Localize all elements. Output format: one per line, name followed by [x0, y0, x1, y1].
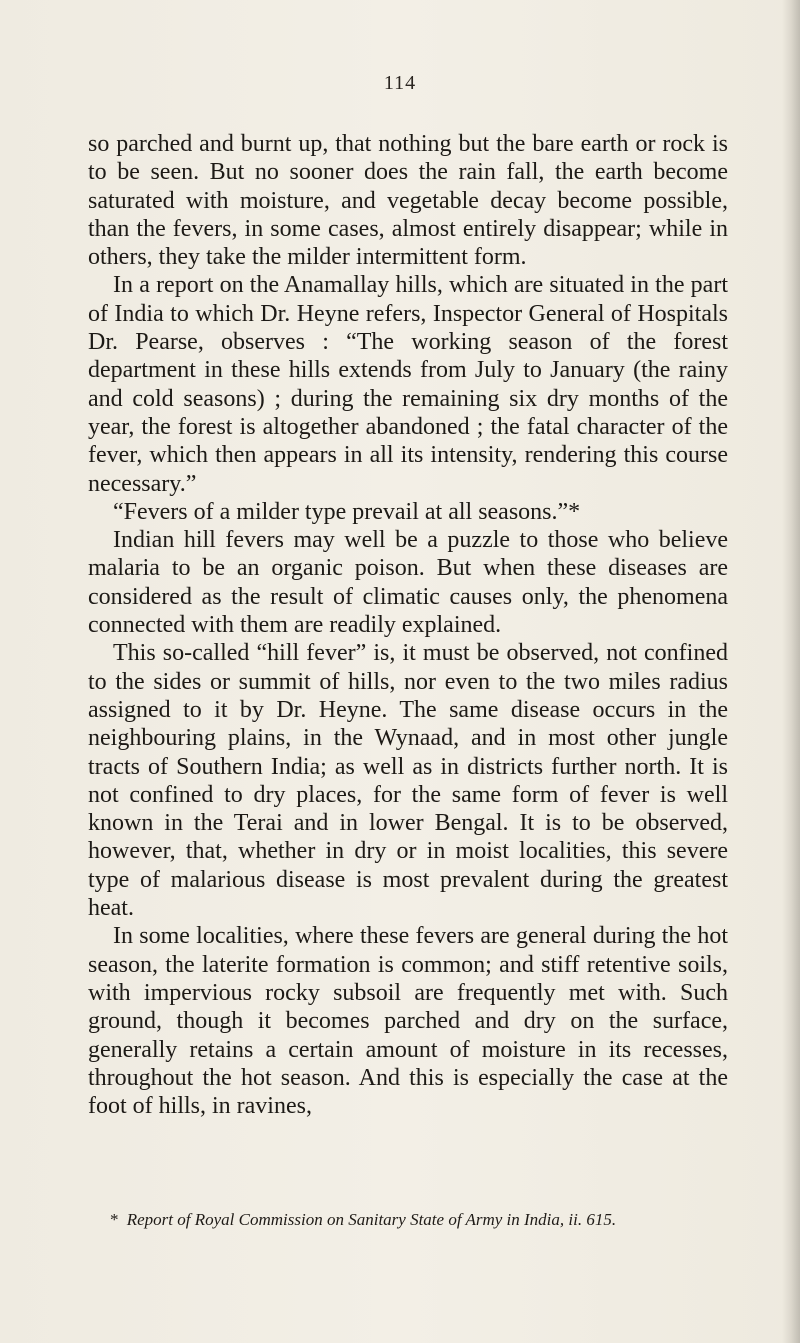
paragraph-milder-fevers: “Fevers of a milder type prevail at all seasons.”* — [113, 498, 581, 525]
paragraph-anamallay-report: In a report on the Anamallay hills, which are situated in the part of India to which Dr. Heyne refers, Inspector General of Hospitals Dr. Pearse, observes : “The working season of the forest department in these hills extends from July to January (the rainy and cold seasons) ; during the remaining six dry months of the year, the forest is altogether abandoned ; the fatal character of the fever, which then appears in all its intensity, rendering this course necessary.” — [88, 272, 728, 497]
page-edge-shadow — [782, 0, 800, 1343]
footnote-marker: * — [110, 1210, 119, 1229]
paragraph-continuation: so parched and burnt up, that nothing but the bare earth or rock is to be seen. But no sooner does the rain fall, the earth become saturated with moisture, and vegetable decay become possible, than the fevers, in some cases, almost entirely disappear; while in others, they take the milder intermittent form. — [88, 131, 728, 271]
page-number: 114 — [383, 72, 417, 94]
footnote-text: Report of Royal Commission on Sanitary State of Army in India, ii. 615. — [126, 1210, 617, 1229]
paragraph-localities: In some localities, where these fevers are general during the hot season, the laterite formation is common; and stiff retentive soils, with impervious rocky subsoil are frequently met with. Such ground, though it becomes parched and dry on the surface, generally retains a certain amount of moisture in its recesses, throughout the hot season. And this is especially the case at the foot of hills, in ravines, — [88, 923, 728, 1120]
paragraph-hill-fevers-puzzle: Indian hill fevers may well be a puzzle to those who believe malaria to be an organic poison. But when these diseases are considered as the result of climatic causes only, the phenomena connected with them are readily explained. — [88, 527, 728, 639]
footnote — [110, 1210, 730, 1230]
body-text — [88, 130, 728, 1120]
paragraph-so-called-hill-fever: This so-called “hill fever” is, it must be observed, not confined to the sides or summit of hills, nor even to the two miles radius assigned to it by Dr. Heyne. The same disease occurs in the neighbouring plains, in the Wynaad, and in most other jungle tracts of Southern India; as well as in districts further north. It is not confined to dry places, for the same form of fever is well known in the Terai and in lower Bengal. It is to be observed, however, that, whether in dry or in moist localities, this severe type of malarious disease is most prevalent during the greatest heat. — [88, 640, 728, 922]
